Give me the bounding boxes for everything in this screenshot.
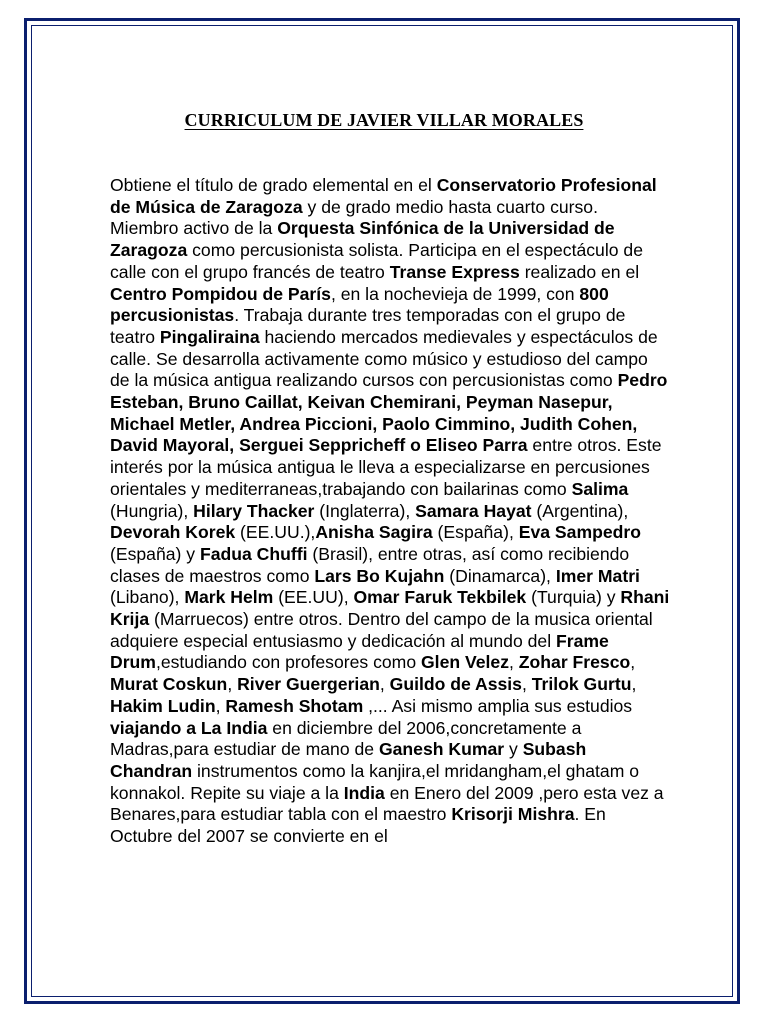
bold-text-run: Mark Helm (184, 587, 274, 608)
bold-text-run: Eva Sampedro (518, 522, 641, 543)
bold-text-run: Ganesh Kumar (378, 739, 505, 760)
text-run: . Trabaja durante tres temporadas con el grupo de teatro (110, 305, 626, 347)
bold-text-run: Conservatorio Profesional de Música de Zaragoza (110, 175, 657, 217)
text-run: (Libano), (110, 587, 185, 608)
text-run: Obtiene el título de grado elemental en el (110, 175, 437, 195)
bold-text-run: Devorah Korek (110, 522, 236, 543)
text-run: y de grado medio hasta cuarto curso. Miembro activo de la (110, 196, 598, 239)
text-run: haciendo mercados medievales y espectáculos de calle. Se desarrolla activamente como músico y estudioso del campo de la música antigua realizando cursos con percusionistas como (110, 326, 658, 391)
text-run: , (379, 674, 390, 695)
bold-text-run: Salima (571, 478, 629, 499)
text-run: (Argentina), (531, 500, 629, 521)
text-run: , (227, 674, 238, 695)
bold-text-run: Hakim Ludin (110, 695, 216, 716)
bold-text-run: River Guergerian (237, 674, 380, 695)
text-run: (EE.UU.), (235, 522, 316, 543)
bold-text-run: Orquesta Sinfónica de la Universidad de Zaragoza (110, 218, 615, 261)
bold-text-run: Trilok Gurtu (531, 674, 632, 695)
bold-text-run: Transe Express (389, 261, 520, 282)
bold-text-run: Anisha Sagira (315, 522, 433, 543)
bold-text-run: Glen Velez (421, 652, 510, 673)
text-run: , (631, 674, 637, 695)
bold-text-run: viajando a La India (110, 717, 268, 738)
text-run: instrumentos como la kanjira,el mridangham,el ghatam o konnakol. Repite su viaje a la (110, 760, 640, 803)
bold-text-run: Pingaliraina (159, 326, 260, 347)
text-run: (Brasil), entre otras, así como recibiendo clases de maestros como (110, 543, 630, 586)
text-run: , (521, 674, 532, 695)
bold-text-run: India (343, 782, 385, 803)
text-run: (Dinamarca), (444, 565, 556, 586)
bold-text-run: Frame Drum (110, 630, 609, 673)
bold-text-run: Rhani Krija (110, 587, 670, 630)
text-run: (Marruecos) entre otros. Dentro del campo de la musica oriental adquiere especial entusiasmo y dedicación al mundo del (110, 609, 653, 651)
bold-text-run: Zohar Fresco (518, 652, 631, 673)
document-title: CURRICULUM DE JAVIER VILLAR MORALES (184, 110, 584, 130)
text-run: , (630, 652, 636, 673)
text-run: ,... Asi mismo amplia sus estudios (363, 695, 633, 716)
bold-text-run: Guildo de Assis (389, 674, 522, 695)
bold-text-run: Samara Hayat (415, 500, 532, 521)
text-run: en diciembre del 2006,concretamente a Madras,para estudiar de mano de (110, 717, 582, 760)
bold-text-run: Omar Faruk Tekbilek (353, 587, 527, 608)
bold-text-run: Krisorji Mishra (451, 804, 575, 825)
text-run: ,estudiando con profesores como (155, 652, 421, 673)
text-run: y (504, 739, 523, 760)
text-run: (España) y (110, 543, 200, 564)
bold-text-run: Murat Coskun (110, 674, 228, 695)
bold-text-run: Imer Matri (555, 565, 640, 586)
bold-text-run: 800 percusionistas (110, 283, 609, 326)
text-run: (Inglaterra), (314, 500, 416, 521)
bold-text-run: Centro Pompidou de París (110, 283, 331, 304)
text-run: en Enero del 2009 ,pero esta vez a Benares,para estudiar tabla con el maestro (110, 782, 664, 825)
text-run: como percusionista solista. Participa en el espectáculo de calle con el grupo francés de teatro (110, 240, 643, 282)
bold-text-run: Subash Chandran (110, 739, 587, 781)
bold-text-run: Hilary Thacker (193, 500, 315, 521)
text-run: , (509, 652, 519, 673)
document-body (110, 175, 670, 848)
text-run: (España), (432, 522, 519, 543)
text-run: (Hungria), (110, 500, 194, 521)
bold-text-run: Ramesh Shotam (225, 695, 364, 716)
text-run: (Turquia) y (526, 587, 621, 608)
text-run: , (215, 695, 226, 716)
bold-text-run: Fadua Chuffi (199, 543, 308, 564)
bold-text-run: Lars Bo Kujahn (314, 565, 445, 586)
text-run: . En Octubre del 2007 se convierte en el (110, 804, 606, 847)
text-run: , en la nochevieja de 1999, con (330, 283, 580, 304)
text-run: entre otros. Este interés por la música antigua le lleva a especializarse en percusiones orientales y mediterraneas,trabajando con bailarinas como (110, 435, 662, 499)
text-run: realizado en el (519, 261, 640, 282)
text-run: (EE.UU), (273, 587, 354, 608)
bold-text-run: Pedro Esteban, Bruno Caillat, Keivan Chemirani, Peyman Nasepur, Michael Metler, Andrea Piccioni, Paolo Cimmino, Judith Cohen, David Mayoral, Serguei Seppricheff o Eliseo Parra (110, 370, 668, 456)
